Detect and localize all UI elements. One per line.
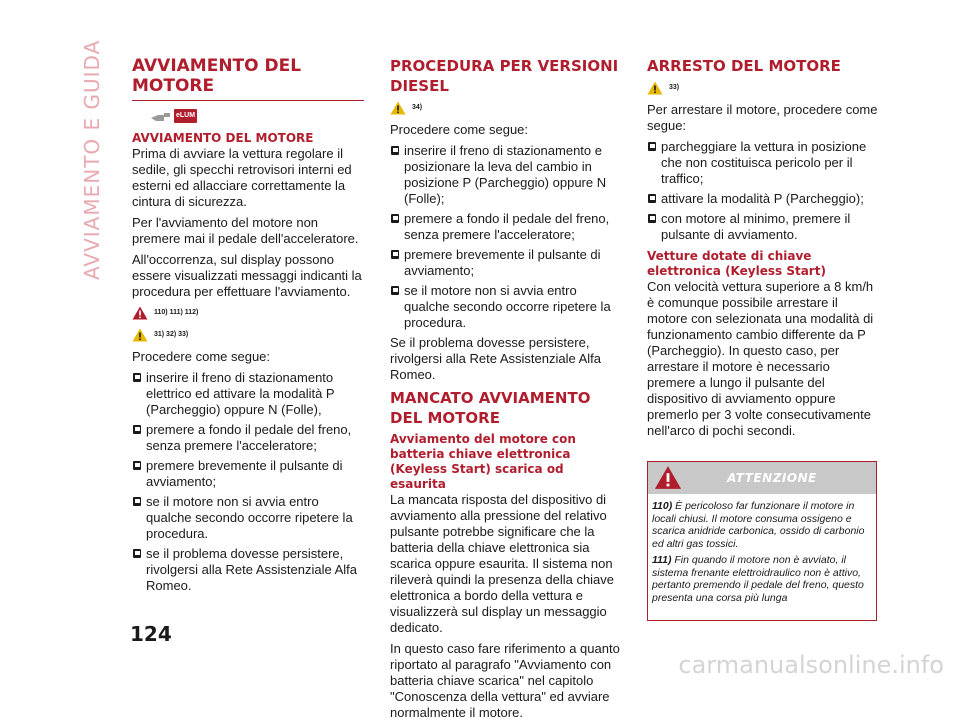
caution-warning-icon — [647, 81, 663, 95]
hand-pointer-icon — [150, 109, 172, 123]
paragraph: Procedere come segue: — [390, 122, 529, 137]
attention-item — [652, 554, 872, 604]
subsection-title: Avviamento del motore con batteria chiave elettronica (Keyless Start) scarica od esaurita — [390, 432, 576, 491]
attention-header — [648, 462, 876, 494]
subsection-title: AVVIAMENTO DEL MOTORE — [132, 131, 314, 145]
paragraph: All'occorrenza, sul display possono essere visualizzati messaggi indicanti la procedura per effettuare l'avviamento. — [132, 252, 362, 299]
danger-refs-text: 110) 111) 112) — [154, 309, 199, 316]
attention-item-text: È pericoloso far funzionare il motore in locali chiusi. Il motore consuma ossigeno e scarica anidride carbonica, ossido di carbonio ed altri gas tossici. — [652, 500, 865, 550]
section-title-mancato: MANCATO AVVIAMENTO DEL MOTORE — [390, 389, 591, 427]
attention-item-text: Fin quando il motore non è avviato, il sistema frenante elettroidraulico non è attivo, pertanto premendo il pedale del freno, questo presenta una corsa più lunga — [652, 554, 864, 604]
paragraph: In questo caso fare riferimento a quanto riportato al paragrafo "Avviamento con batteria chiave scarica" nel capitolo "Conoscenza della vettura" ed avviare normalmente il motore. — [390, 641, 620, 720]
caution-refs-text: 34) — [412, 104, 423, 111]
column-3 — [647, 56, 879, 444]
list-item: se il problema dovesse persistere, rivolgersi alla Rete Assistenziale Alfa Romeo. — [132, 546, 364, 594]
attention-item-number: 110) — [652, 500, 673, 512]
caution-refs — [132, 327, 364, 343]
danger-warning-icon — [654, 465, 682, 490]
caution-warning-icon — [390, 101, 406, 115]
attention-item — [652, 500, 872, 550]
paragraph: Procedere come segue: — [132, 349, 271, 364]
paragraph: Se il problema dovesse persistere, rivolgersi alla Rete Assistenziale Alfa Romeo. — [390, 335, 601, 382]
list-item: se il motore non si avvia entro qualche secondo occorre ripetere la procedura. — [132, 494, 364, 542]
section-title-avviamento: AVVIAMENTO DEL MOTORE — [132, 56, 364, 101]
section-title-arresto: ARRESTO DEL MOTORE — [647, 57, 841, 75]
elum-badge: eLUM — [174, 109, 197, 123]
attention-body — [648, 494, 876, 604]
section-title-diesel: PROCEDURA PER VERSIONI DIESEL — [390, 57, 619, 95]
danger-refs — [132, 305, 364, 321]
paragraph: Per l'avviamento del motore non premere mai il pedale dell'acceleratore. — [132, 215, 359, 246]
version-badge-row — [150, 109, 364, 123]
paragraph: Con velocità vettura superiore a 8 km/h è comunque possibile arrestare il motore con selezionata una modalità di funzionamento cambio differente da P (Parcheggio). In questo caso, per arrestare il motore è necessario premere a lungo il pulsante del dispositivo di avviamento oppure premerlo per 3 volte consecutivamente nell'arco di pochi secondi. — [647, 279, 874, 438]
paragraph: La mancata risposta del dispositivo di avviamento alla pressione del relativo pulsante potrebbe significare che la batteria della chiave elettronica sia scarica oppure esaurita. Il sistema non rileverà quindi la presenza della chiave elettronica a bordo della vettura e visualizzerà sul display un messaggio dedicato. — [390, 492, 615, 635]
paragraph: Per arrestare il motore, procedere come segue: — [647, 102, 878, 133]
caution-refs-text: 33) — [669, 84, 680, 91]
subsection-title: Vetture dotate di chiave elettronica (Keyless Start) — [647, 249, 826, 278]
list-item: premere brevemente il pulsante di avviamento; — [390, 247, 622, 279]
caution-refs — [390, 100, 622, 116]
chapter-side-title: AVVIAMENTO E GUIDA — [80, 39, 104, 280]
paragraph: Prima di avviare la vettura regolare il sedile, gli specchi retrovisori interni ed esterni ed allacciare correttamente la cintura di sicurezza. — [132, 146, 352, 209]
list-item: premere a fondo il pedale del freno, senza premere l'acceleratore; — [132, 422, 364, 454]
list-item: attivare la modalità P (Parcheggio); — [647, 191, 879, 207]
list-item: inserire il freno di stazionamento e posizionare la leva del cambio in posizione P (Parcheggio) oppure N (Folle); — [390, 143, 622, 207]
column-1 — [132, 56, 364, 598]
attention-item-number: 111) — [652, 554, 672, 566]
attention-label: ATTENZIONE — [727, 471, 817, 485]
caution-refs-text: 31) 32) 33) — [154, 331, 189, 338]
column-2 — [390, 56, 622, 726]
list-item: con motore al minimo, premere il pulsante di avviamento. — [647, 211, 879, 243]
list-item: se il motore non si avvia entro qualche secondo occorre ripetere la procedura. — [390, 283, 622, 331]
caution-warning-icon — [132, 328, 148, 342]
list-item: premere a fondo il pedale del freno, senza premere l'acceleratore; — [390, 211, 622, 243]
attention-box — [647, 461, 877, 621]
list-item: parcheggiare la vettura in posizione che non costituisca pericolo per il traffico; — [647, 139, 879, 187]
danger-warning-icon — [132, 306, 148, 320]
list-item: premere brevemente il pulsante di avviamento; — [132, 458, 364, 490]
page-number: 124 — [130, 622, 172, 646]
watermark: carmanualsonline.info — [678, 651, 944, 679]
caution-refs — [647, 80, 879, 96]
list-item: inserire il freno di stazionamento elettrico ed attivare la modalità P (Parcheggio) oppure N (Folle), — [132, 370, 364, 418]
